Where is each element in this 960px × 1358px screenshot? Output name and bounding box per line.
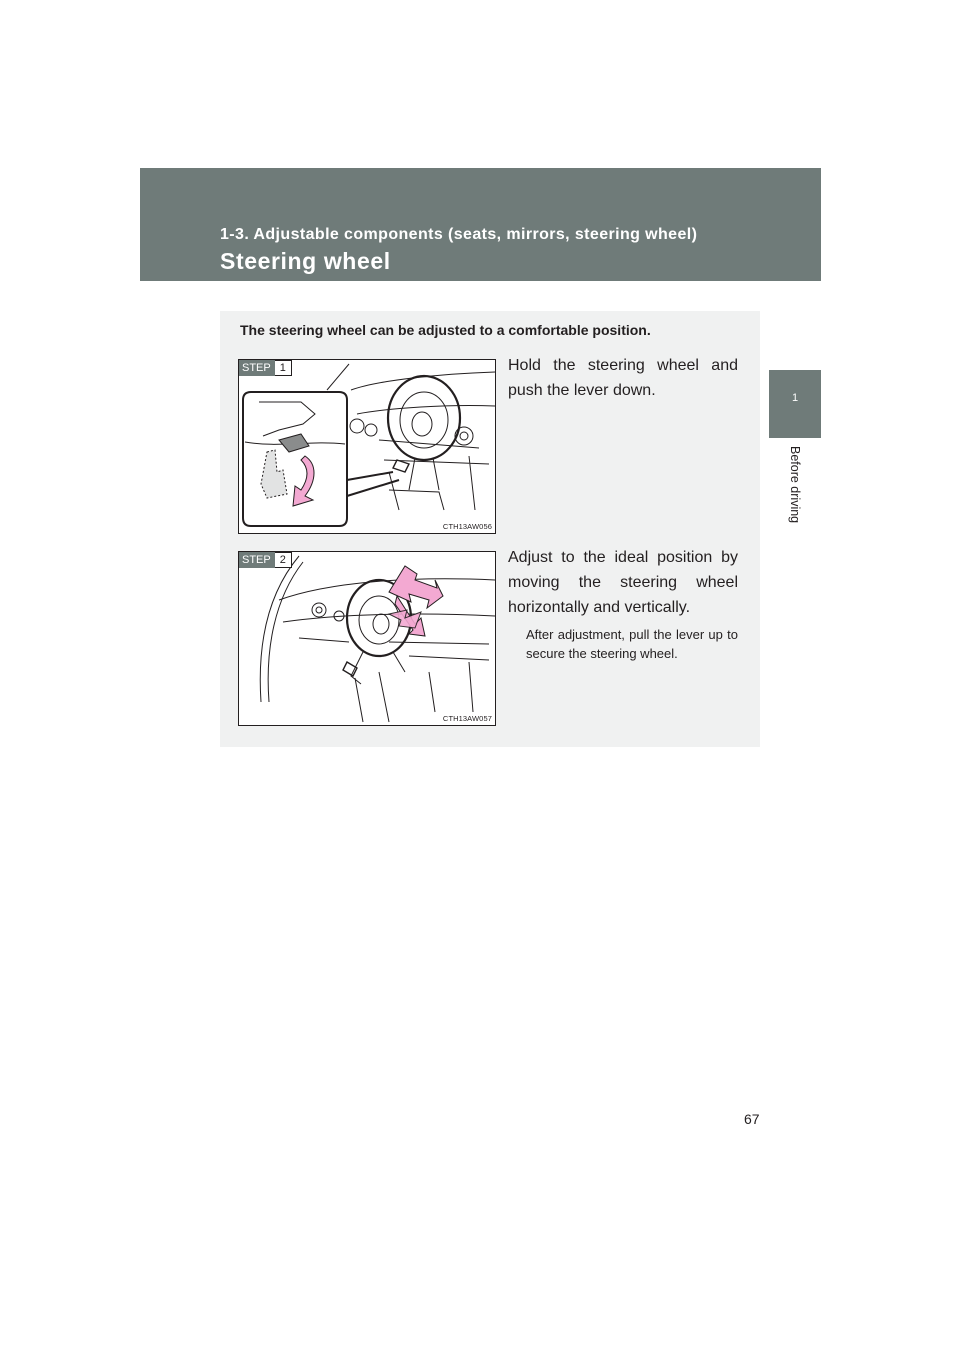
step-word: STEP [239,360,275,376]
step-2-text: Adjust to the ideal position by moving the steering wheel horizontally and vertically. [508,549,738,616]
page-number: 67 [744,1111,760,1127]
section-header [140,168,821,281]
chapter-tab [769,370,821,438]
step-number: 1 [275,360,292,376]
figure-code: CTH13AW057 [442,714,492,723]
step-1-text: Hold the steering wheel and push the lever down. [508,357,738,399]
step-word: STEP [239,552,275,568]
page-title: Steering wheel [220,248,391,274]
intro-text: The steering wheel can be adjusted to a comfortable position. [240,322,651,338]
section-label: 1-3. Adjustable components (seats, mirrors, steering wheel) [220,226,698,243]
chapter-name: Before driving [788,446,802,524]
step-2-badge [239,552,292,568]
step-number: 2 [275,552,292,568]
step-1-illustration [238,359,496,534]
steering-lever-drawing [239,360,495,533]
step-2-note: After adjustment, pull the lever up to secure the steering wheel. [526,627,738,661]
step-1-badge [239,360,292,376]
chapter-number: 1 [791,392,799,404]
steering-adjust-drawing [239,552,495,725]
step-2-illustration [238,551,496,726]
content-panel [220,311,760,747]
figure-code: CTH13AW056 [442,522,492,531]
